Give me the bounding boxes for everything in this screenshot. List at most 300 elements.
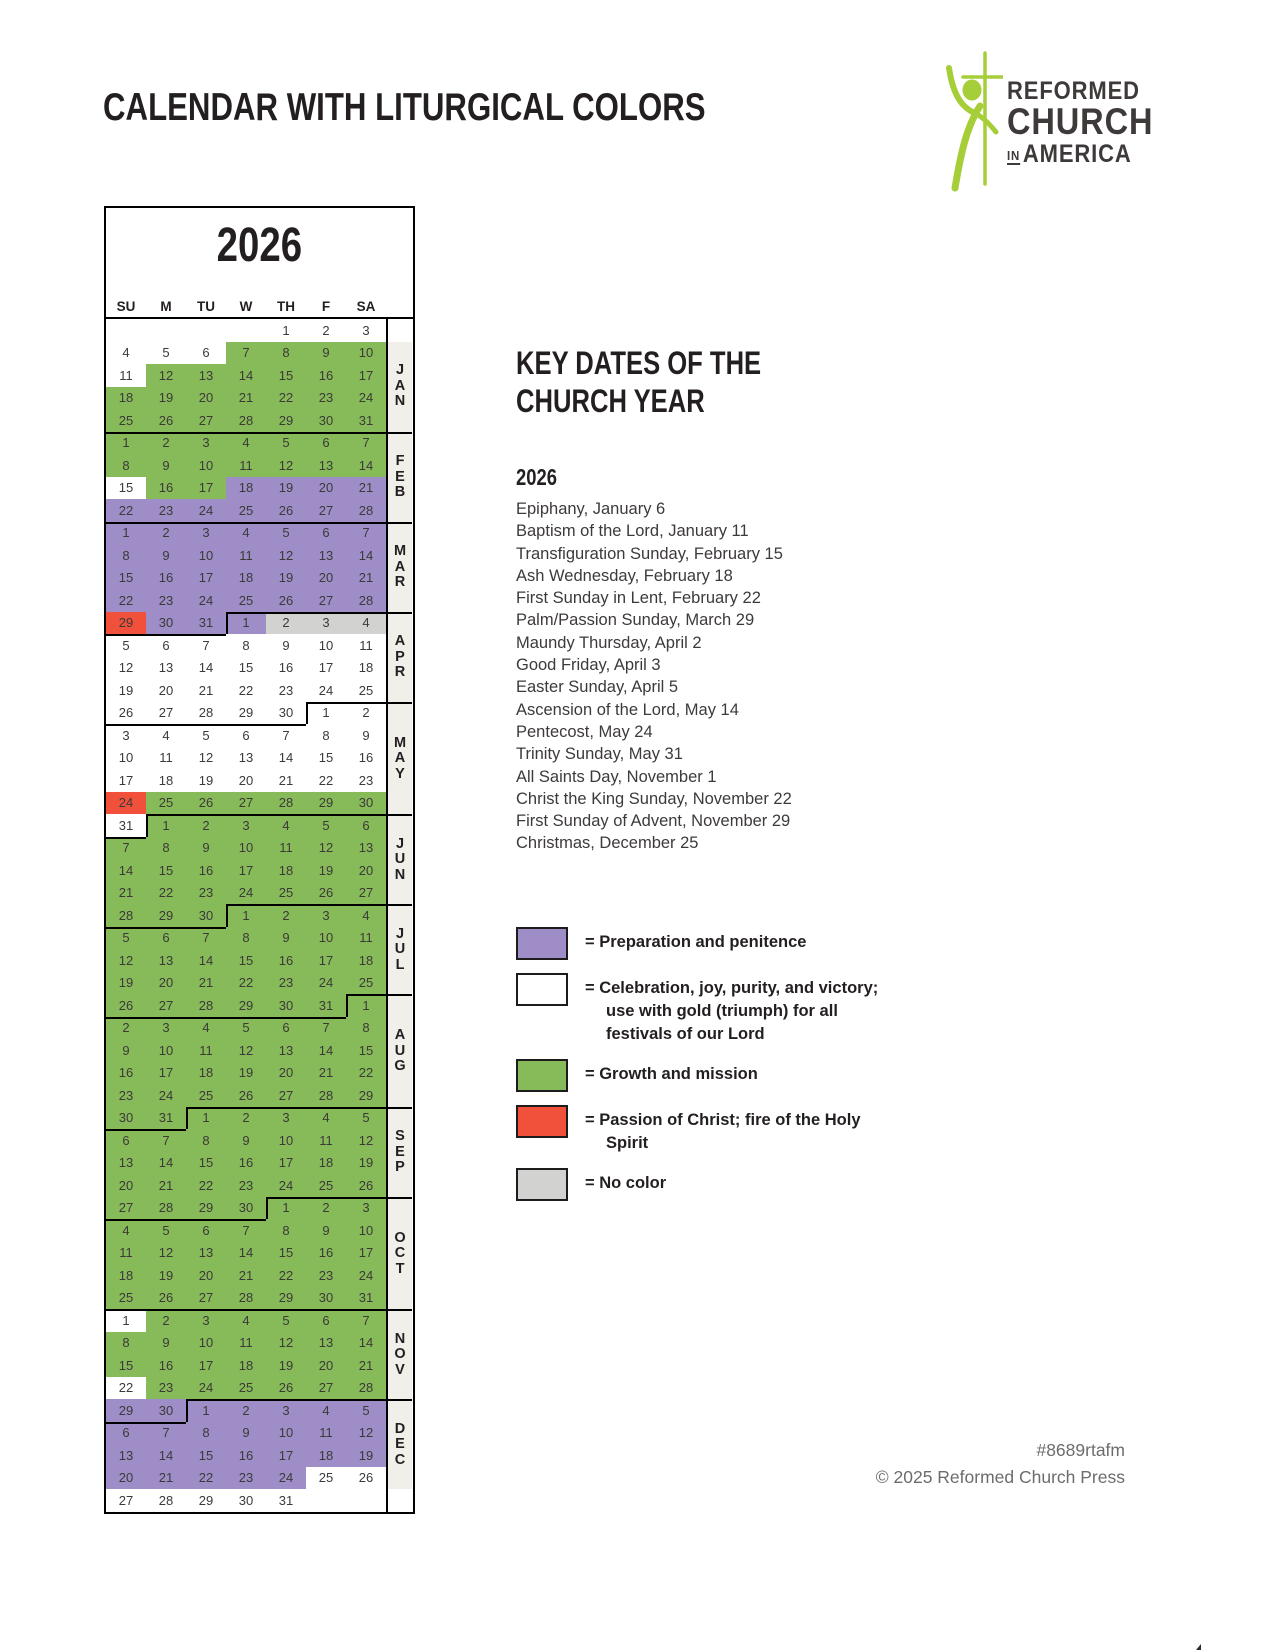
calendar-day-cell: 25 <box>106 409 146 432</box>
calendar-day-cell: 27 <box>186 409 226 432</box>
calendar-day-cell: 1 <box>106 522 146 545</box>
calendar-day-cell: 4 <box>186 1017 226 1040</box>
logo-church: CHURCH <box>1007 101 1154 142</box>
calendar-day-cell: 8 <box>306 724 346 747</box>
calendar-day-cell: 3 <box>266 1107 306 1130</box>
calendar-day-cell: 24 <box>306 972 346 995</box>
rca-logo <box>925 50 1173 192</box>
calendar-day-cell: 16 <box>186 859 226 882</box>
calendar-day-cell: 26 <box>226 1084 266 1107</box>
calendar-day-cell: 13 <box>106 1152 146 1175</box>
calendar-day-cell: 20 <box>186 387 226 410</box>
calendar-day-cell: 30 <box>266 994 306 1017</box>
calendar-day-cell: 29 <box>186 1489 226 1512</box>
month-strip-band <box>388 342 412 1490</box>
calendar-day-cell: 29 <box>146 904 186 927</box>
calendar-day-cell: 1 <box>186 1107 226 1130</box>
calendar-day-cell: 3 <box>266 1399 306 1422</box>
logo-figure-head <box>963 80 982 101</box>
calendar-day-cell: 19 <box>266 477 306 500</box>
calendar-day-cell: 4 <box>266 814 306 837</box>
calendar-day-cell: 12 <box>266 1332 306 1355</box>
calendar-day-cell: 24 <box>146 1084 186 1107</box>
calendar-day-cell: 18 <box>306 1444 346 1467</box>
calendar-day-cell: 24 <box>266 1174 306 1197</box>
calendar-day-cell: 9 <box>306 342 346 365</box>
calendar-day-cell: 2 <box>146 522 186 545</box>
calendar-day-cell: 1 <box>186 1399 226 1422</box>
dow-label: F <box>321 299 331 314</box>
calendar-day-cell: 29 <box>106 1399 146 1422</box>
calendar-day-cell: 1 <box>146 814 186 837</box>
calendar-day-cell: 11 <box>266 837 306 860</box>
calendar-day-cell: 20 <box>226 769 266 792</box>
calendar-day-cell: 6 <box>226 724 266 747</box>
calendar-day-cell: 24 <box>186 1377 226 1400</box>
calendar-day-cell: 25 <box>346 972 386 995</box>
calendar-day-cell: 8 <box>106 544 146 567</box>
calendar-day-cell: 3 <box>186 1309 226 1332</box>
calendar-day-cell: 18 <box>146 769 186 792</box>
calendar-day-cell: 23 <box>146 499 186 522</box>
calendar-box <box>104 206 415 1514</box>
calendar-day-cell: 15 <box>346 1039 386 1062</box>
calendar-day-cell: 12 <box>106 657 146 680</box>
calendar-day-cell: 10 <box>306 634 346 657</box>
calendar-day-cell: 18 <box>306 1152 346 1175</box>
calendar-day-cell: 16 <box>306 364 346 387</box>
calendar-day-cell: 29 <box>186 1197 226 1220</box>
key-date-item: Baptism of the Lord, January 11 <box>516 522 749 541</box>
calendar-day-cell: 15 <box>266 364 306 387</box>
calendar-day-cell: 9 <box>266 927 306 950</box>
calendar-day-cell: 25 <box>306 1174 346 1197</box>
legend-label: = No color <box>585 1174 667 1192</box>
calendar-day-cell: 27 <box>306 589 346 612</box>
calendar-day-cell: 12 <box>346 1422 386 1445</box>
calendar-day-cell: 6 <box>306 432 346 455</box>
calendar-day-cell: 22 <box>186 1467 226 1490</box>
calendar-day-cell: 30 <box>226 1197 266 1220</box>
calendar-day-cell: 30 <box>146 612 186 635</box>
calendar-day-cell: 29 <box>226 994 266 1017</box>
key-date-item: Ash Wednesday, February 18 <box>516 566 733 585</box>
calendar-day-cell: 14 <box>146 1444 186 1467</box>
calendar-day-cell: 27 <box>306 499 346 522</box>
calendar-day-cell: 23 <box>186 882 226 905</box>
calendar-day-cell: 25 <box>146 792 186 815</box>
logo-in-america <box>1007 140 1153 168</box>
calendar-day-cell: 29 <box>266 1287 306 1310</box>
calendar-grid <box>106 319 386 1512</box>
legend <box>516 927 996 1214</box>
calendar-day-cell: 15 <box>226 657 266 680</box>
dow-label: TH <box>277 299 295 314</box>
key-date-item: Good Friday, April 3 <box>516 656 661 675</box>
calendar-day-cell: 5 <box>106 634 146 657</box>
calendar-day-cell: 17 <box>266 1152 306 1175</box>
calendar-day-cell: 15 <box>146 859 186 882</box>
dow-row <box>106 292 413 317</box>
calendar-day-cell: 27 <box>106 1489 146 1512</box>
calendar-day-cell: 2 <box>306 1197 346 1220</box>
calendar-day-cell: 2 <box>306 319 346 342</box>
calendar-day-cell: 5 <box>346 1399 386 1422</box>
calendar-day-cell: 30 <box>186 904 226 927</box>
calendar-day-cell: 20 <box>306 477 346 500</box>
calendar-day-cell: 9 <box>146 1332 186 1355</box>
calendar-day-cell: 28 <box>226 1287 266 1310</box>
calendar-day-cell: 14 <box>186 657 226 680</box>
calendar-day-cell <box>226 319 266 342</box>
calendar-day-cell: 22 <box>106 1377 146 1400</box>
calendar-day-cell: 11 <box>186 1039 226 1062</box>
dow-header <box>106 292 413 319</box>
calendar-day-cell: 23 <box>146 1377 186 1400</box>
calendar-day-cell: 30 <box>106 1107 146 1130</box>
key-dates-heading: KEY DATES OF THE CHURCH YEAR <box>516 345 762 419</box>
logo-in: IN <box>1007 148 1021 163</box>
calendar-day-cell: 10 <box>346 342 386 365</box>
calendar-day-cell: 25 <box>226 589 266 612</box>
calendar-day-cell: 26 <box>106 994 146 1017</box>
legend-item <box>516 927 996 960</box>
calendar-day-cell: 11 <box>306 1129 346 1152</box>
calendar-day-cell: 8 <box>186 1422 226 1445</box>
calendar-day-cell: 8 <box>106 454 146 477</box>
legend-label: = Passion of Christ; fire of the Holy Spirit <box>585 1111 861 1152</box>
calendar-day-cell: 23 <box>146 589 186 612</box>
calendar-day-cell: 6 <box>266 1017 306 1040</box>
calendar-day-cell: 3 <box>346 1197 386 1220</box>
footer-copyright: © 2025 Reformed Church Press <box>875 1467 1125 1487</box>
calendar-day-cell: 6 <box>146 927 186 950</box>
calendar-day-cell: 21 <box>346 567 386 590</box>
month-label-mar: M A R <box>388 522 412 612</box>
calendar-day-cell: 7 <box>106 837 146 860</box>
calendar-day-cell: 18 <box>346 657 386 680</box>
calendar-day-cell: 5 <box>146 1219 186 1242</box>
calendar-day-cell: 19 <box>306 859 346 882</box>
calendar-day-cell: 12 <box>346 1129 386 1152</box>
calendar-day-cell: 4 <box>226 432 266 455</box>
calendar-day-cell: 21 <box>186 679 226 702</box>
calendar-day-cell: 4 <box>306 1107 346 1130</box>
calendar-day-cell: 5 <box>306 814 346 837</box>
calendar-year: 2026 <box>216 219 303 272</box>
calendar-day-cell: 11 <box>106 364 146 387</box>
calendar-day-cell: 15 <box>106 567 146 590</box>
footer <box>876 1437 1125 1491</box>
calendar-day-cell: 20 <box>266 1062 306 1085</box>
calendar-day-cell: 4 <box>106 342 146 365</box>
calendar-day-cell: 16 <box>146 1354 186 1377</box>
calendar-day-cell: 21 <box>346 477 386 500</box>
calendar-day-cell: 18 <box>106 387 146 410</box>
month-label-nov: N O V <box>388 1309 412 1399</box>
dow-label: W <box>239 299 253 314</box>
calendar-day-cell: 7 <box>346 522 386 545</box>
key-date-item: Transfiguration Sunday, February 15 <box>516 544 783 563</box>
calendar-day-cell: 3 <box>306 904 346 927</box>
key-date-item: First Sunday in Lent, February 22 <box>516 589 761 608</box>
calendar-day-cell: 25 <box>346 679 386 702</box>
legend-swatch <box>516 1168 568 1201</box>
dow-label: M <box>160 299 172 314</box>
month-label-dec: D E C <box>388 1399 412 1489</box>
calendar-day-cell: 19 <box>106 679 146 702</box>
calendar-day-cell: 15 <box>106 477 146 500</box>
calendar-day-cell: 18 <box>226 477 266 500</box>
calendar-day-cell: 19 <box>346 1444 386 1467</box>
calendar-day-cell: 24 <box>186 589 226 612</box>
calendar-day-cell: 19 <box>266 1354 306 1377</box>
page-title-text: CALENDAR WITH LITURGICAL COLORS <box>103 86 706 129</box>
calendar-day-cell: 26 <box>146 1287 186 1310</box>
calendar-day-cell: 10 <box>306 927 346 950</box>
calendar-day-cell: 2 <box>146 1309 186 1332</box>
calendar-day-cell: 8 <box>226 927 266 950</box>
legend-item <box>516 1105 996 1155</box>
calendar-day-cell: 24 <box>346 387 386 410</box>
calendar-day-cell: 6 <box>346 814 386 837</box>
calendar-day-cell: 13 <box>306 1332 346 1355</box>
calendar-day-cell: 17 <box>186 567 226 590</box>
calendar-day-cell: 29 <box>266 409 306 432</box>
calendar-day-cell: 29 <box>226 702 266 725</box>
calendar-day-cell: 30 <box>266 702 306 725</box>
month-label-aug: A U G <box>388 994 412 1107</box>
calendar-day-cell: 12 <box>146 1242 186 1265</box>
calendar-day-cell: 25 <box>186 1084 226 1107</box>
calendar-day-cell: 16 <box>266 949 306 972</box>
calendar-day-cell: 28 <box>186 994 226 1017</box>
calendar-day-cell: 4 <box>346 904 386 927</box>
calendar-day-cell: 2 <box>346 702 386 725</box>
calendar-day-cell: 8 <box>346 1017 386 1040</box>
calendar-day-cell: 17 <box>346 364 386 387</box>
calendar-day-cell: 30 <box>346 792 386 815</box>
calendar-day-cell: 25 <box>226 1377 266 1400</box>
key-dates-list <box>516 498 996 855</box>
calendar-day-cell: 25 <box>226 499 266 522</box>
calendar-day-cell: 24 <box>346 1264 386 1287</box>
calendar-day-cell: 8 <box>186 1129 226 1152</box>
key-date-item: All Saints Day, November 1 <box>516 767 717 786</box>
calendar-day-cell: 11 <box>306 1422 346 1445</box>
calendar-day-cell: 7 <box>146 1422 186 1445</box>
calendar-day-cell: 2 <box>226 1107 266 1130</box>
calendar-day-cell: 26 <box>266 499 306 522</box>
calendar-day-cell: 31 <box>106 814 146 837</box>
calendar-day-cell: 5 <box>346 1107 386 1130</box>
calendar-day-cell: 11 <box>226 454 266 477</box>
calendar-day-cell: 19 <box>226 1062 266 1085</box>
key-date-item: Christmas, December 25 <box>516 834 699 853</box>
calendar-day-cell: 13 <box>226 747 266 770</box>
month-label-may: M A Y <box>388 702 412 815</box>
calendar-day-cell: 22 <box>266 387 306 410</box>
calendar-day-cell: 18 <box>346 949 386 972</box>
calendar-day-cell: 21 <box>146 1467 186 1490</box>
calendar-day-cell: 24 <box>186 499 226 522</box>
calendar-day-cell: 27 <box>146 702 186 725</box>
calendar-day-cell: 17 <box>186 1354 226 1377</box>
calendar-day-cell: 28 <box>186 702 226 725</box>
calendar-day-cell: 13 <box>146 949 186 972</box>
calendar-day-cell: 28 <box>146 1489 186 1512</box>
calendar-day-cell: 22 <box>226 679 266 702</box>
calendar-day-cell: 14 <box>186 949 226 972</box>
calendar-day-cell: 10 <box>266 1129 306 1152</box>
calendar-day-cell: 14 <box>266 747 306 770</box>
calendar-day-cell: 24 <box>106 792 146 815</box>
calendar-day-cell: 6 <box>306 522 346 545</box>
calendar-day-cell: 11 <box>106 1242 146 1265</box>
calendar-day-cell: 31 <box>306 994 346 1017</box>
calendar-day-cell: 31 <box>186 612 226 635</box>
logo-america: AMERICA <box>1022 140 1132 168</box>
calendar-day-cell: 18 <box>266 859 306 882</box>
calendar-day-cell: 14 <box>226 364 266 387</box>
calendar-day-cell: 4 <box>106 1219 146 1242</box>
calendar-day-cell: 13 <box>186 364 226 387</box>
calendar-day-cell: 13 <box>346 837 386 860</box>
calendar-day-cell: 26 <box>346 1467 386 1490</box>
calendar-day-cell: 14 <box>146 1152 186 1175</box>
calendar-day-cell: 17 <box>266 1444 306 1467</box>
calendar-day-cell: 26 <box>306 882 346 905</box>
calendar-day-cell: 29 <box>346 1084 386 1107</box>
calendar-day-cell: 12 <box>266 454 306 477</box>
calendar-day-cell: 22 <box>266 1264 306 1287</box>
calendar-day-cell: 27 <box>186 1287 226 1310</box>
calendar-day-cell: 13 <box>146 657 186 680</box>
calendar-day-cell: 16 <box>226 1444 266 1467</box>
calendar-day-cell: 5 <box>106 927 146 950</box>
calendar-day-cell: 1 <box>226 904 266 927</box>
legend-item <box>516 1059 996 1092</box>
calendar-day-cell: 18 <box>226 567 266 590</box>
dow-label: TU <box>197 299 215 314</box>
calendar-day-cell: 22 <box>306 769 346 792</box>
calendar-day-cell: 10 <box>186 1332 226 1355</box>
calendar-day-cell: 28 <box>266 792 306 815</box>
calendar-day-cell: 15 <box>186 1444 226 1467</box>
page-corner-mark <box>1196 1644 1201 1650</box>
key-date-item: Trinity Sunday, May 31 <box>516 745 683 764</box>
calendar-day-cell: 13 <box>186 1242 226 1265</box>
calendar-day-cell: 1 <box>346 994 386 1017</box>
calendar-day-cell: 9 <box>306 1219 346 1242</box>
calendar-day-cell: 16 <box>346 747 386 770</box>
calendar-day-cell: 30 <box>306 409 346 432</box>
calendar-day-cell: 23 <box>226 1467 266 1490</box>
calendar-day-cell: 3 <box>146 1017 186 1040</box>
calendar-day-cell: 23 <box>306 387 346 410</box>
legend-label: = Celebration, joy, purity, and victory; use with gold (triumph) for all festivals of our Lord <box>585 979 879 1043</box>
calendar-day-cell: 6 <box>306 1309 346 1332</box>
calendar-day-cell: 5 <box>226 1017 266 1040</box>
calendar-day-cell: 28 <box>306 1084 346 1107</box>
calendar-day-cell: 2 <box>186 814 226 837</box>
calendar-day-cell: 10 <box>226 837 266 860</box>
calendar-day-cell: 9 <box>266 634 306 657</box>
calendar-day-cell: 27 <box>146 994 186 1017</box>
logo-reformed: REFORMED <box>1007 77 1140 105</box>
calendar-day-cell: 11 <box>226 544 266 567</box>
calendar-day-cell: 21 <box>186 972 226 995</box>
calendar-day-cell: 26 <box>106 702 146 725</box>
calendar-day-cell: 26 <box>146 409 186 432</box>
month-label-oct: O C T <box>388 1197 412 1310</box>
calendar-day-cell: 2 <box>226 1399 266 1422</box>
calendar-day-cell: 27 <box>226 792 266 815</box>
calendar-day-cell: 23 <box>306 1264 346 1287</box>
calendar-day-cell: 4 <box>346 612 386 635</box>
key-dates-year: 2026 <box>516 464 557 490</box>
calendar-day-cell: 4 <box>226 1309 266 1332</box>
month-strip <box>386 319 412 1512</box>
calendar-day-cell: 22 <box>146 882 186 905</box>
calendar-day-cell: 9 <box>186 837 226 860</box>
calendar-day-cell: 20 <box>186 1264 226 1287</box>
calendar-day-cell: 28 <box>346 1377 386 1400</box>
calendar-day-cell: 14 <box>346 1332 386 1355</box>
calendar-day-cell: 5 <box>266 522 306 545</box>
month-label-sep: S E P <box>388 1107 412 1197</box>
calendar-day-cell: 17 <box>226 859 266 882</box>
calendar-day-cell: 16 <box>306 1242 346 1265</box>
calendar-day-cell: 21 <box>226 1264 266 1287</box>
calendar-day-cell: 19 <box>146 387 186 410</box>
calendar-day-cell: 7 <box>266 724 306 747</box>
month-label-apr: A P R <box>388 612 412 702</box>
calendar-day-cell: 1 <box>266 319 306 342</box>
calendar-day-cell: 19 <box>346 1152 386 1175</box>
calendar-day-cell: 21 <box>346 1354 386 1377</box>
calendar-day-cell: 2 <box>266 612 306 635</box>
calendar-day-cell: 21 <box>106 882 146 905</box>
calendar-day-cell: 23 <box>266 679 306 702</box>
calendar-day-cell: 29 <box>306 792 346 815</box>
calendar-day-cell: 15 <box>186 1152 226 1175</box>
page-title <box>103 86 856 130</box>
calendar-day-cell: 17 <box>346 1242 386 1265</box>
calendar-day-cell: 7 <box>186 927 226 950</box>
calendar-day-cell: 20 <box>106 1174 146 1197</box>
calendar-day-cell: 20 <box>106 1467 146 1490</box>
month-label-jun: J U N <box>388 814 412 904</box>
calendar-day-cell: 28 <box>226 409 266 432</box>
calendar-day-cell: 12 <box>266 544 306 567</box>
calendar-day-cell: 23 <box>106 1084 146 1107</box>
calendar-day-cell: 10 <box>346 1219 386 1242</box>
calendar-day-cell: 16 <box>266 657 306 680</box>
calendar-day-cell: 28 <box>146 1197 186 1220</box>
calendar-day-cell: 20 <box>306 1354 346 1377</box>
calendar-day-cell: 8 <box>266 1219 306 1242</box>
calendar-day-cell: 25 <box>266 882 306 905</box>
calendar-day-cell: 10 <box>106 747 146 770</box>
calendar-day-cell: 4 <box>146 724 186 747</box>
dow-label: SA <box>356 299 376 314</box>
calendar-day-cell: 8 <box>266 342 306 365</box>
calendar-day-cell: 7 <box>186 634 226 657</box>
key-date-item: Epiphany, January 6 <box>516 500 666 518</box>
calendar-day-cell: 7 <box>306 1017 346 1040</box>
rca-logo-mark-icon <box>925 50 1003 192</box>
